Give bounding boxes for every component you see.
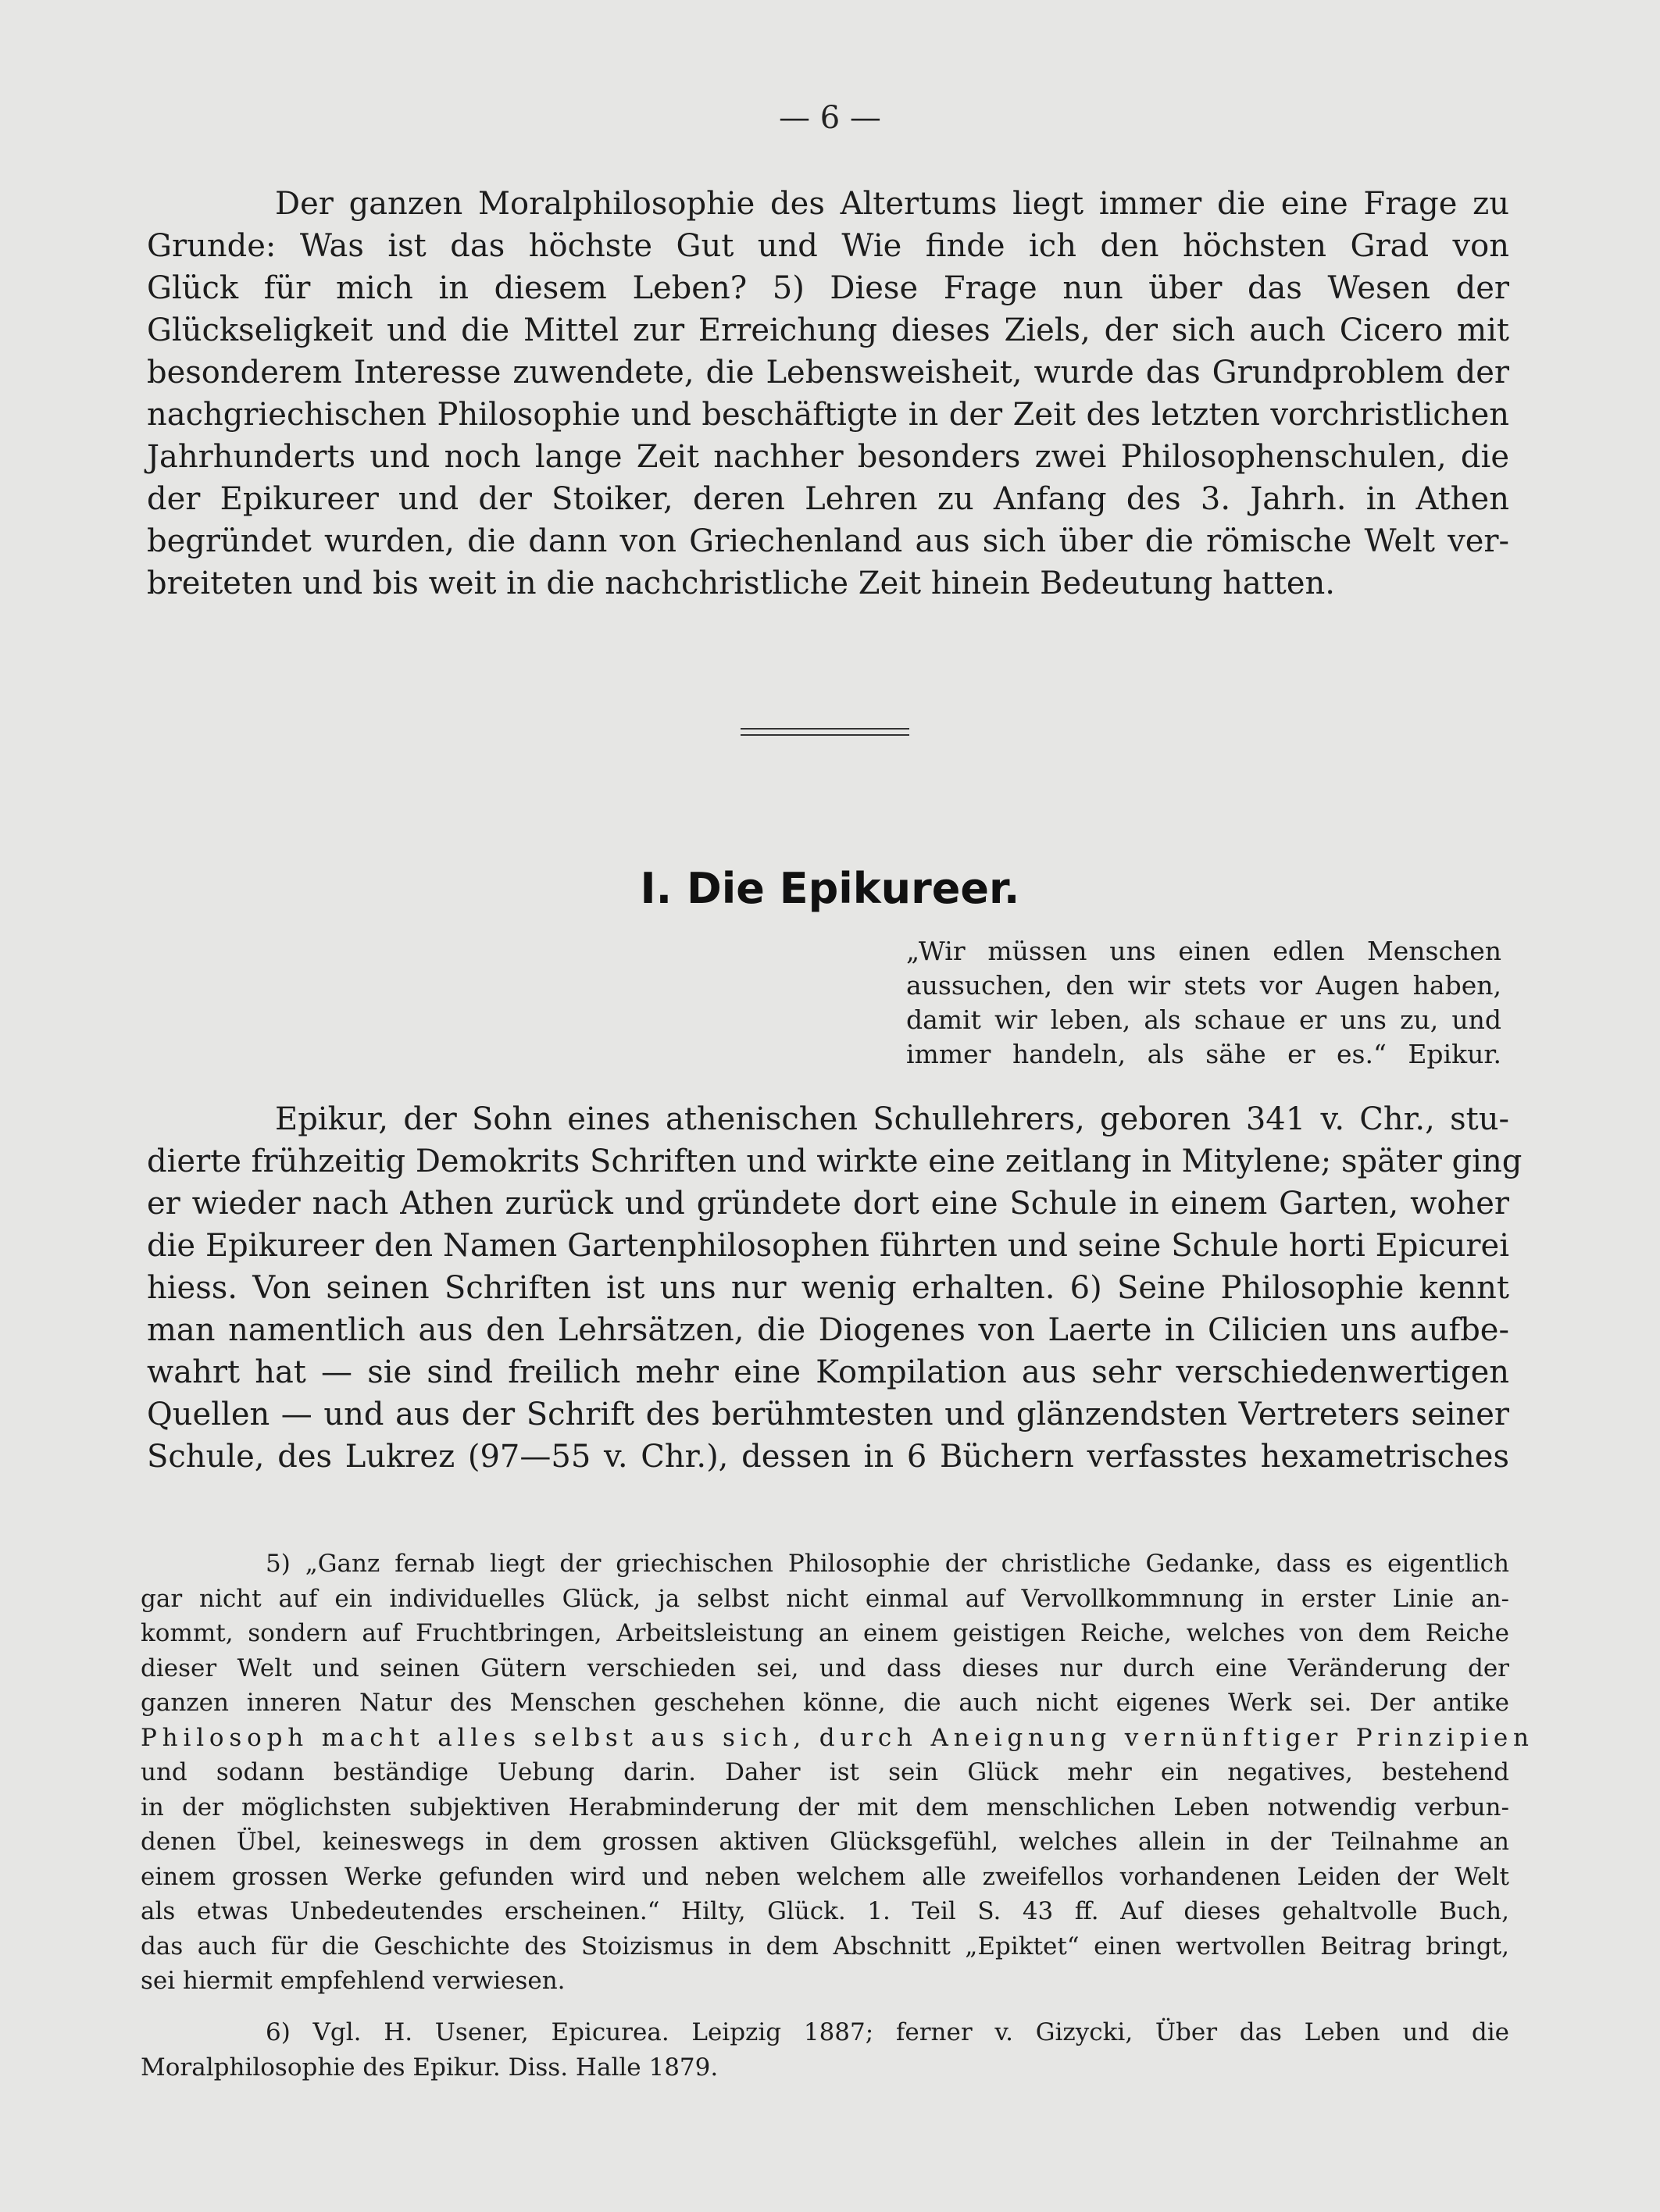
- footnote-line: als etwas Unbedeutendes erscheinen.“ Hilty, Glück. 1. Teil S. 43 ff. Auf dieses gehaltvolle Buch,: [141, 1897, 1509, 1925]
- text-line: Der ganzen Moralphilosophie des Altertums liegt immer die eine Frage zu: [275, 186, 1509, 222]
- footnote-line: denen Übel, keineswegs in dem grossen aktiven Glücksgefühl, welches allein in der Teilnahme an: [141, 1828, 1509, 1856]
- section-divider: [741, 734, 909, 736]
- footnote-line: Philosoph macht alles selbst aus sich, durch Aneignung vernünftiger Prinzipien: [141, 1723, 1534, 1752]
- text-line: Jahrhunderts und noch lange Zeit nachher besonders zwei Philosophenschulen, die: [147, 439, 1509, 475]
- text-line: dierte frühzeitig Demokrits Schriften und wirkte eine zeitlang in Mitylene; später ging: [147, 1143, 1523, 1179]
- epigraph-line: damit wir leben, als schaue er uns zu, und: [906, 1004, 1501, 1035]
- epigraph-line: immer handeln, als sähe er es.“ Epikur.: [906, 1039, 1501, 1069]
- text-line: breiteten und bis weit in die nachchristliche Zeit hinein Bedeutung hatten.: [147, 565, 1336, 601]
- footnote-line: einem grossen Werke gefunden wird und neben welchem alle zweifellos vorhandenen Leiden der Welt: [141, 1862, 1509, 1891]
- text-line: begründet wurden, die dann von Griechenland aus sich über die römische Welt ver-: [147, 523, 1509, 559]
- epigraph-line: aussuchen, den wir stets vor Augen haben,: [906, 970, 1501, 1001]
- footnote-5: [141, 1547, 1534, 1999]
- footnote-6: [141, 2015, 1509, 2085]
- intro-paragraph: [147, 183, 1509, 605]
- footnote-line: ganzen inneren Natur des Menschen geschehen könne, die auch nicht eigenes Werk sei. Der antike: [141, 1689, 1509, 1717]
- footnote-line: in der möglichsten subjektiven Herabminderung der mit dem menschlichen Leben notwendig verbun-: [141, 1793, 1509, 1821]
- text-line: die Epikureer den Namen Gartenphilosophen führten und seine Schule horti Epicurei: [147, 1228, 1509, 1264]
- epikur-paragraph: [147, 1098, 1523, 1478]
- text-line: Grunde: Was ist das höchste Gut und Wie finde ich den höchsten Grad von: [147, 228, 1509, 264]
- footnote-line: das auch für die Geschichte des Stoizismus in dem Abschnitt „Epiktet“ einen wertvollen Beitrag bringt,: [141, 1932, 1509, 1960]
- text-line: nachgriechischen Philosophie und beschäftigte in der Zeit des letzten vorchristlichen: [147, 397, 1509, 433]
- footnote-line: Moralphilosophie des Epikur. Diss. Halle 1879.: [141, 2053, 719, 2082]
- text-line: wahrt hat — sie sind freilich mehr eine Kompilation aus sehr verschiedenwertigen: [147, 1354, 1509, 1390]
- footnote-line: und sodann beständige Uebung darin. Daher ist sein Glück mehr ein negatives, bestehend: [141, 1758, 1509, 1786]
- footnote-line: kommt, sondern auf Fruchtbringen, Arbeitsleistung an einem geistigen Reiche, welches von dem Reiche: [141, 1619, 1509, 1647]
- footnote-line: dieser Welt und seinen Gütern verschieden sei, und dass dieses nur durch eine Veränderung der: [141, 1654, 1509, 1682]
- text-line: Quellen — und aus der Schrift des berühmtesten und glänzendsten Vertreters seiner: [147, 1397, 1509, 1432]
- section-heading: I. Die Epikureer.: [640, 864, 1020, 913]
- section-divider: [741, 728, 909, 730]
- text-line: der Epikureer und der Stoiker, deren Lehren zu Anfang des 3. Jahrh. in Athen: [147, 481, 1509, 517]
- text-line: hiess. Von seinen Schriften ist uns nur wenig erhalten. 6) Seine Philosophie kennt: [147, 1270, 1509, 1306]
- epigraph: [906, 934, 1501, 1072]
- text-line: Schule, des Lukrez (97—55 v. Chr.), dessen in 6 Büchern verfasstes hexametrisches: [147, 1439, 1509, 1475]
- page-number: — 6 —: [779, 100, 881, 136]
- text-line: Glück für mich in diesem Leben? 5) Diese Frage nun über das Wesen der: [147, 270, 1509, 306]
- footnote-line: gar nicht auf ein individuelles Glück, ja selbst nicht einmal auf Vervollkommnung in erster Linie an-: [141, 1584, 1509, 1613]
- text-line: er wieder nach Athen zurück und gründete dort eine Schule in einem Garten, woher: [147, 1186, 1509, 1222]
- text-line: man namentlich aus den Lehrsätzen, die Diogenes von Laerte in Cilicien uns aufbe-: [147, 1312, 1509, 1348]
- footnote-line: sei hiermit empfehlend verwiesen.: [141, 1967, 566, 1995]
- footnote-line: 6) Vgl. H. Usener, Epicurea. Leipzig 1887; ferner v. Gizycki, Über das Leben und die: [266, 2018, 1509, 2046]
- text-line: Glückseligkeit und die Mittel zur Erreichung dieses Ziels, der sich auch Cicero mit: [147, 312, 1509, 348]
- footnote-line: 5) „Ganz fernab liegt der griechischen Philosophie der christliche Gedanke, dass es eigentlich: [266, 1550, 1509, 1578]
- text-line: Epikur, der Sohn eines athenischen Schullehrers, geboren 341 v. Chr., stu-: [275, 1101, 1509, 1137]
- text-line: besonderem Interesse zuwendete, die Lebensweisheit, wurde das Grundproblem der: [147, 355, 1509, 391]
- epigraph-line: „Wir müssen uns einen edlen Menschen: [906, 936, 1501, 966]
